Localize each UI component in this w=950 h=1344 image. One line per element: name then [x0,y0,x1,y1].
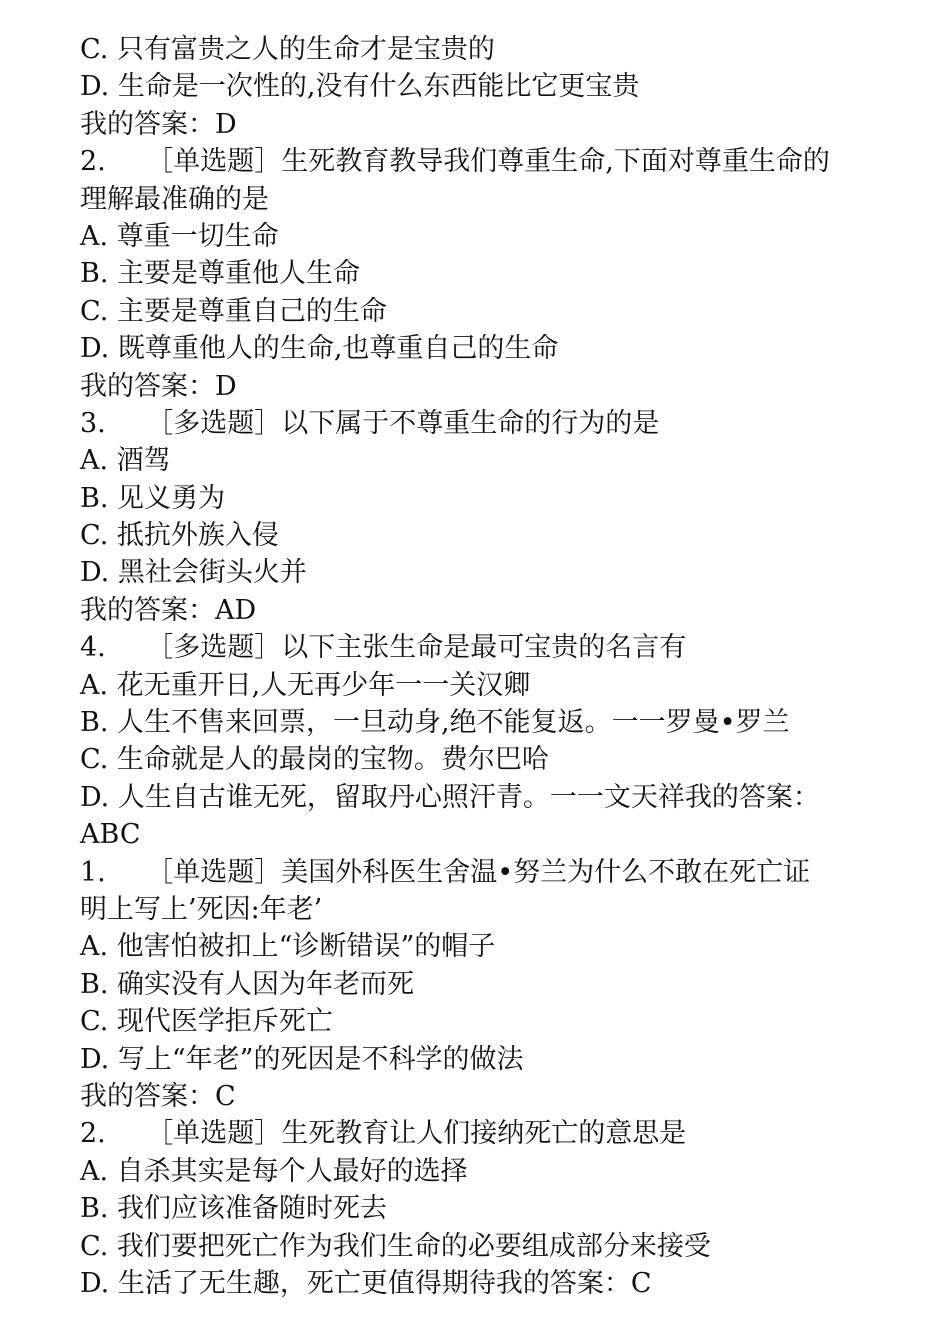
option-line: B. 人生不售来回票，一旦动身,绝不能复返。一一罗曼•罗兰 [80,707,790,739]
option-line: A. 花无重开日,人无再少年一一关汉卿 [80,669,531,701]
question-line: 2. ［单选题］生死教育教导我们尊重生命,下面对尊重生命的 [80,146,830,178]
option-line: B. 见义勇为 [80,482,226,514]
question-line: 2. ［单选题］生死教育让人们接纳死亡的意思是 [80,1118,687,1150]
answer-line: 我的答案：D [80,370,237,402]
text-line: C. 只有富贵之人的生命才是宝贵的 [80,34,495,65]
question-line: 4. ［多选题］以下主张生命是最可宝贵的名言有 [80,632,687,664]
answer-line: 我的答案：C [80,1080,236,1112]
answer-line: 我的答案：D [80,108,237,140]
option-line: D. 人生自古谁无死，留取丹心照汗青。一一文天祥我的答案： [80,781,820,813]
option-line: C. 抵抗外族入侵 [80,520,279,552]
option-line: B. 确实没有人因为年老而死 [80,968,415,1000]
option-line: A. 酒驾 [80,445,171,477]
text-line: D. 生命是一次性的,没有什么东西能比它更宝贵 [80,71,640,103]
option-line: C. 现代医学拒斥死亡 [80,1006,333,1038]
option-line: D. 生活了无生趣，死亡更值得期待我的答案：C [80,1267,652,1299]
answer-line: 我的答案：AD [80,594,257,626]
option-line: C. 主要是尊重自己的生命 [80,295,387,327]
text-line: 理解最准确的是 [80,183,269,215]
option-line: D. 黑社会街头火并 [80,557,307,589]
question-line: 1. ［单选题］美国外科医生舍温•努兰为什么不敢在死亡证 [80,856,811,888]
answer-line: ABC [80,819,141,851]
option-line: B. 我们应该准备随时死去 [80,1193,388,1225]
option-line: C. 生命就是人的最岗的宝物。费尔巴哈 [80,744,549,776]
option-line: D. 既尊重他人的生命,也尊重自己的生命 [80,333,559,365]
option-line: A. 自杀其实是每个人最好的选择 [80,1155,468,1187]
option-line: B. 主要是尊重他人生命 [80,258,361,290]
option-line: D. 写上“年老”的死因是不科学的做法 [80,1043,524,1075]
option-line: C. 我们要把死亡作为我们生命的必要组成部分来接受 [80,1230,711,1262]
option-line: A. 尊重一切生命 [80,220,279,252]
option-line: A. 他害怕被扣上“诊断错误”的帽子 [80,931,496,963]
document-page [80,31,880,1302]
text-line: 明上写上’死因:年老’ [80,893,323,925]
question-line: 3. ［多选题］以下属于不尊重生命的行为的是 [80,407,660,439]
